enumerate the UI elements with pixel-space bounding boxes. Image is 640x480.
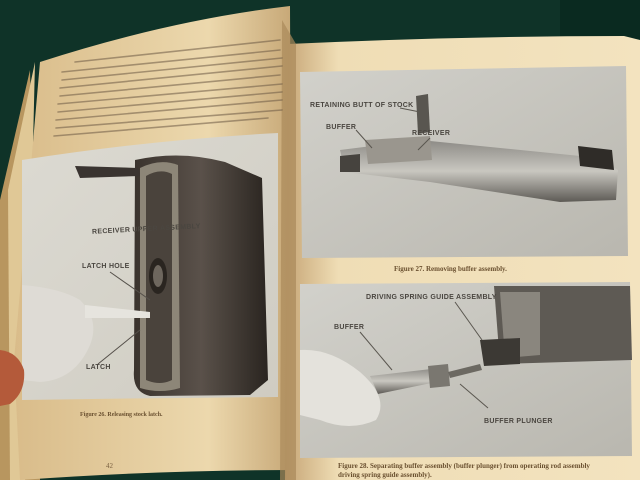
label-latch-hole: LATCH HOLE bbox=[82, 263, 130, 270]
bottom-right-figure-caption: Figure 28. Separating buffer assembly (buffer plunger) from operating rod assembly driving spring guide assembly). bbox=[338, 462, 590, 479]
label-retaining-butt: RETAINING BUTT OF STOCK bbox=[310, 102, 414, 109]
left-figure-caption: Figure 26. Releasing stock latch. bbox=[80, 412, 163, 418]
top-right-figure-caption: Figure 27. Removing buffer assembly. bbox=[394, 265, 507, 273]
left-page-number: 42 bbox=[106, 462, 113, 470]
label-receiver-upper: RECEIVER UPPER ASSEMBLY bbox=[91, 223, 201, 236]
label-latch: LATCH bbox=[86, 364, 111, 371]
label-buffer-bottom: BUFFER bbox=[334, 324, 365, 331]
label-buffer-plunger: BUFFER PLUNGER bbox=[484, 418, 553, 425]
label-receiver: RECEIVER bbox=[412, 130, 451, 137]
label-driving-spring: DRIVING SPRING GUIDE ASSEMBLY bbox=[366, 294, 497, 301]
label-buffer-top: BUFFER bbox=[326, 124, 357, 131]
